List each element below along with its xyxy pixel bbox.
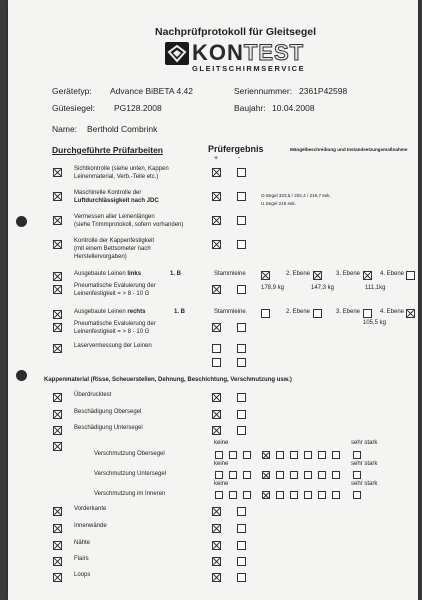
scale-max-1: sehr stark <box>351 440 378 446</box>
rechts-ebene2: 2. Ebene <box>286 309 311 315</box>
obersegel-scale-7[interactable] <box>304 451 312 459</box>
laser-minus[interactable] <box>237 344 246 353</box>
innenwaende-minus[interactable] <box>237 524 246 533</box>
flairs-plus[interactable] <box>212 557 221 566</box>
check-vermessen-box[interactable] <box>53 216 62 225</box>
obersegel-scale-5[interactable] <box>276 451 284 459</box>
geraetetyp-value: Advance BiBETA 4.42 <box>110 86 194 96</box>
logo-subtitle: GLEITSCHIRMSERVICE <box>192 64 306 73</box>
innen-scale-10[interactable] <box>353 491 361 499</box>
scale-min-2: keine <box>214 461 229 467</box>
innen-scale-6[interactable] <box>290 491 298 499</box>
ueberdrucktest-box[interactable] <box>53 393 62 402</box>
check-sichtkontrolle-line1: Sichtkontrolle (siehe unten, Kappen <box>74 166 169 172</box>
check-kappenfestigkeit-line3: Herstellervorgaben) <box>74 254 127 260</box>
seriennummer-value: 2361P42598 <box>299 86 348 96</box>
innen-scale-2[interactable] <box>229 491 237 499</box>
rechts-b: 1. B <box>174 309 186 315</box>
vermessen-plus[interactable] <box>212 216 221 225</box>
obersegel-plus[interactable] <box>212 410 221 419</box>
links-pneu-line1: Pneumatische Evaluierung der <box>74 283 156 289</box>
column-arbeiten: Durchgeführte Prüfarbeiten <box>52 145 163 155</box>
obersegel-minus[interactable] <box>237 410 246 419</box>
document-title: Nachprüfprotokoll für Gleitsegel <box>155 26 317 38</box>
verschmutzung-untersegel-label: Verschmutzung Untersegel <box>94 471 167 477</box>
check-sichtkontrolle-box[interactable] <box>53 168 62 177</box>
kontest-logo-mark <box>165 42 189 65</box>
links-b: 1. B <box>170 271 182 277</box>
links-ebene4: 4. Ebene <box>380 271 405 277</box>
rechts-ebene3: 3. Ebene <box>336 309 361 315</box>
name-value: Berthold Combrink <box>87 124 158 134</box>
obersegel-label: Beschädigung Obersegel <box>74 409 142 415</box>
innen-scale-3[interactable] <box>243 491 251 499</box>
links-value-2: 147,3 kg <box>311 285 335 291</box>
baujahr-value: 10.04.2008 <box>272 103 315 113</box>
untersegel-scale-3[interactable] <box>243 471 251 479</box>
scale-max-3: sehr stark <box>351 481 378 487</box>
untersegel-plus[interactable] <box>212 426 221 435</box>
links-value-1: 178,9 kg <box>261 285 285 291</box>
name-label: Name: <box>52 124 78 134</box>
rechts-pneu-plus[interactable] <box>212 323 221 332</box>
laser-box[interactable] <box>53 344 62 353</box>
rechts-label: Ausgebaute Leinen rechts <box>74 309 146 315</box>
naehte-plus[interactable] <box>212 541 221 550</box>
verschmutzung-box[interactable] <box>53 442 62 451</box>
loops-label: Loops <box>74 572 91 578</box>
check-sichtkontrolle-line2: Leinenmaterial, Verb.-Teile etc.) <box>74 174 159 180</box>
untersegel-box[interactable] <box>53 426 62 435</box>
check-kappenfestigkeit-line2: (mit einem Bettsometer nach <box>74 246 151 252</box>
untersegel-minus[interactable] <box>237 426 246 435</box>
guetesiegel-label: Gütesiegel: <box>52 103 95 113</box>
vorderkante-label: Vorderkante <box>74 506 107 512</box>
ueberdrucktest-plus[interactable] <box>212 393 221 402</box>
sichtkontrolle-minus[interactable] <box>237 168 246 177</box>
untersegel-scale-4[interactable] <box>262 471 270 479</box>
kappenfestigkeit-plus[interactable] <box>212 240 221 249</box>
baujahr-label: Baujahr: <box>234 103 266 113</box>
rechts-ebene4: 4. Ebene <box>380 309 405 315</box>
verschmutzung-innen-label: Verschmutzung im Inneren <box>94 491 166 497</box>
check-luft-box[interactable] <box>53 192 62 201</box>
obersegel-scale-2[interactable] <box>229 451 237 459</box>
links-ebene2-box[interactable] <box>313 271 322 280</box>
untersegel-scale-10[interactable] <box>353 471 361 479</box>
loops-plus[interactable] <box>212 573 221 582</box>
ueberdrucktest-label: Überdrucktest <box>74 392 112 398</box>
check-luft-line1: Maschinelle Kontrolle der <box>74 190 142 196</box>
laser-label: Laservermessung der Leinen <box>74 343 152 349</box>
flairs-minus[interactable] <box>237 557 246 566</box>
innenwaende-plus[interactable] <box>212 524 221 533</box>
obersegel-scale-9[interactable] <box>332 451 340 459</box>
untersegel-scale-5[interactable] <box>276 471 284 479</box>
flairs-box[interactable] <box>53 557 62 566</box>
links-ebene3-box[interactable] <box>363 271 372 280</box>
rechts-stammleine: Stammleine <box>214 309 246 315</box>
rechts-pneu-line1: Pneumatische Evaluierung der <box>74 321 156 327</box>
vorderkante-box[interactable] <box>53 507 62 516</box>
links-value-3: 111,1kg <box>365 285 386 291</box>
luft-note-line2: U.Segel 219 sek. <box>261 201 296 206</box>
luft-note-line1: O.Segel 333,5 / 202,4 / 219,7 sek. <box>261 193 331 198</box>
untersegel-scale-8[interactable] <box>318 471 326 479</box>
punch-hole-bottom <box>16 370 27 381</box>
luft-plus[interactable] <box>212 192 221 201</box>
obersegel-box[interactable] <box>53 410 62 419</box>
laser-plus[interactable] <box>212 344 221 353</box>
links-box[interactable] <box>53 272 62 281</box>
geraetetyp-label: Gerätetyp: <box>52 86 92 96</box>
untersegel-scale-1[interactable] <box>215 471 223 479</box>
untersegel-label: Beschädigung Untersegel <box>74 425 143 431</box>
innen-scale-1[interactable] <box>215 491 223 499</box>
scale-min-1: keine <box>214 440 229 446</box>
check-vermessen-line1: Vermessen aller Leinenlängen <box>74 214 155 220</box>
luft-minus[interactable] <box>237 192 246 201</box>
links-ebene4-box[interactable] <box>406 271 415 280</box>
innen-scale-4[interactable] <box>262 491 270 499</box>
links-pneu-line2: Leinenfestigkeit = > 8 - 10 G <box>74 291 150 297</box>
column-maengel: Mängelbeschreibung und Instandsetzungsmaßnahme <box>290 147 408 152</box>
links-pneu-plus[interactable] <box>212 285 221 294</box>
obersegel-scale-8[interactable] <box>318 451 326 459</box>
obersegel-scale-6[interactable] <box>290 451 298 459</box>
check-kappenfestigkeit-line1: Kontrolle der Kappenfestigkeit <box>74 238 155 244</box>
obersegel-scale-4[interactable] <box>262 451 270 459</box>
check-vermessen-line2: (siehe Trimmprotokoll, sofern vorhanden) <box>74 222 184 228</box>
links-pneu-minus[interactable] <box>237 285 246 294</box>
loops-minus[interactable] <box>237 573 246 582</box>
untersegel-scale-6[interactable] <box>290 471 298 479</box>
links-ebene2: 2. Ebene <box>286 271 311 277</box>
scale-max-2: sehr stark <box>351 461 378 467</box>
innen-scale-8[interactable] <box>318 491 326 499</box>
rechts-ebene2-box[interactable] <box>313 309 322 318</box>
innen-scale-9[interactable] <box>332 491 340 499</box>
minus-header: - <box>238 155 241 162</box>
kontest-logo: KONTEST <box>192 40 305 65</box>
untersegel-scale-7[interactable] <box>304 471 312 479</box>
column-ergebnis: Prüfergebnis <box>208 144 264 154</box>
check-luft-line2: Luftdurchlässigkeit nach JDC <box>74 198 159 204</box>
untersegel-scale-9[interactable] <box>332 471 340 479</box>
innen-scale-7[interactable] <box>304 491 312 499</box>
rechts-pneu-line2: Leinenfestigkeit = > 8 - 10 G <box>74 329 150 335</box>
vorderkante-plus[interactable] <box>212 507 221 516</box>
links-stammleine: Stammleine <box>214 271 246 277</box>
rechts-box[interactable] <box>53 310 62 319</box>
rechts-pneu-minus[interactable] <box>237 323 246 332</box>
punch-hole-top <box>16 216 27 227</box>
obersegel-scale-1[interactable] <box>215 451 223 459</box>
links-ebene3: 3. Ebene <box>336 271 361 277</box>
loops-box[interactable] <box>53 573 62 582</box>
rechts-stammleine-box[interactable] <box>261 309 270 318</box>
links-stammleine-box[interactable] <box>261 271 270 280</box>
rechts-ebene3-box[interactable] <box>363 309 372 318</box>
untersegel-scale-2[interactable] <box>229 471 237 479</box>
rechts-value-3: 105,5 kg <box>363 320 387 326</box>
naehte-label: Nähte <box>74 540 91 546</box>
obersegel-scale-10[interactable] <box>353 451 361 459</box>
rechts-ebene4-box[interactable] <box>406 309 415 318</box>
empty-row-plus[interactable] <box>212 358 221 367</box>
naehte-minus[interactable] <box>237 541 246 550</box>
seriennummer-label: Seriennummer: <box>234 86 293 96</box>
scale-min-3: keine <box>214 481 229 487</box>
obersegel-scale-3[interactable] <box>243 451 251 459</box>
kappenfestigkeit-minus[interactable] <box>237 240 246 249</box>
flairs-label: Flairs <box>74 556 89 562</box>
check-kappenfestigkeit-box[interactable] <box>53 240 62 249</box>
naehte-box[interactable] <box>53 541 62 550</box>
vorderkante-minus[interactable] <box>237 507 246 516</box>
ueberdrucktest-minus[interactable] <box>237 393 246 402</box>
guetesiegel-value: PG128.2008 <box>114 103 162 113</box>
innenwaende-box[interactable] <box>53 524 62 533</box>
links-pneu-box[interactable] <box>53 285 62 294</box>
vermessen-minus[interactable] <box>237 216 246 225</box>
verschmutzung-obersegel-label: Verschmutzung Obersegel <box>94 451 165 457</box>
plus-header: + <box>214 155 219 162</box>
rechts-pneu-box[interactable] <box>53 323 62 332</box>
protocol-sheet <box>8 0 418 600</box>
kappen-title: Kappenmaterial (Risse, Scheuerstellen, Dehnung, Beschichtung, Verschmutzung usw.) <box>44 377 292 383</box>
empty-row-minus[interactable] <box>237 358 246 367</box>
sichtkontrolle-plus[interactable] <box>212 168 221 177</box>
links-label: Ausgebaute Leinen links <box>74 271 142 277</box>
innenwaende-label: Innenwände <box>74 523 107 529</box>
innen-scale-5[interactable] <box>276 491 284 499</box>
